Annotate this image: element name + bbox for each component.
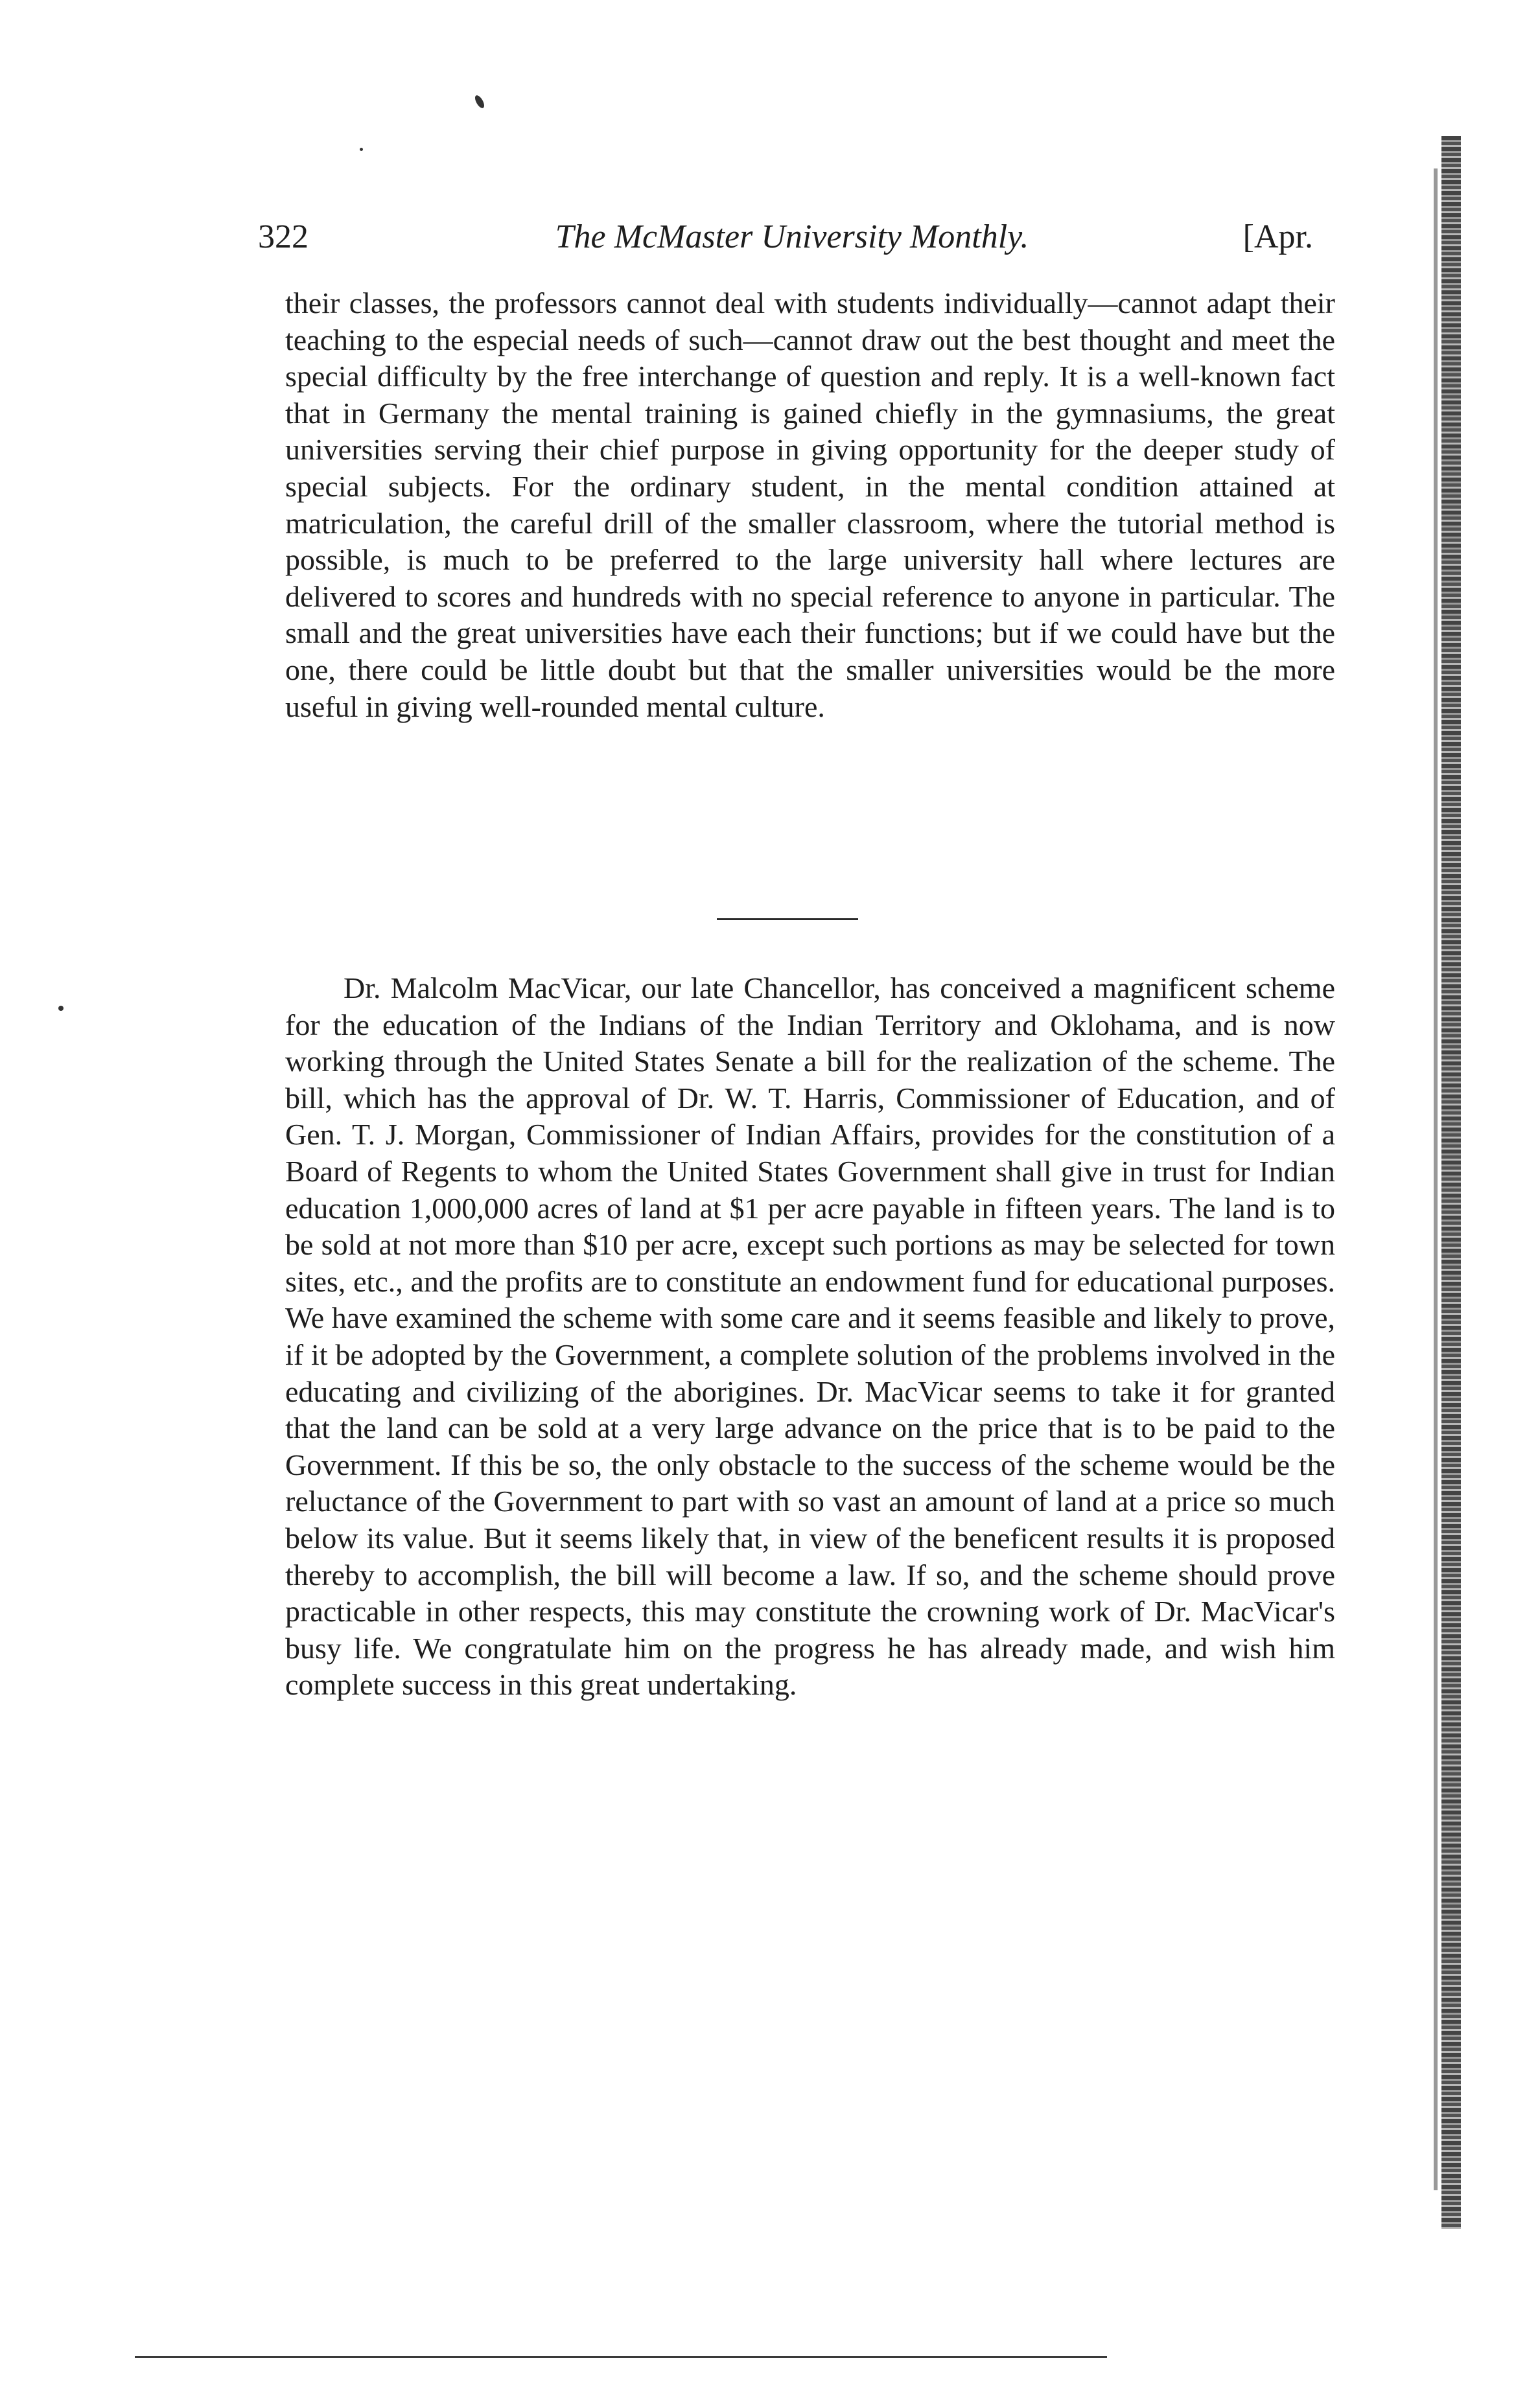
ink-speck [473,94,486,110]
running-header [258,211,1326,263]
page-edge-shadow [1434,168,1438,2190]
page-number: 322 [258,218,309,255]
ink-speck [360,148,363,151]
section-divider [717,918,858,920]
body-paragraph-continued: their classes, the professors cannot deal with students individually—cannot adapt their teaching to the especial needs of such—cannot draw out the best thought and meet the special difficulty by the free interchange of question and reply. It is a well-known fact that in Germany the mental training is gained chiefly in the gymnasiums, the great universities serving their chief purpose in giving opportunity for the deeper study of special subjects. For the ordinary student, in the mental condition attained at matriculation, the careful drill of the smaller classroom, where the tutorial method is possible, is much to be preferred to the large university hall where lectures are delivered to scores and hundreds with no special reference to anyone in particular. The small and the great universities have each their functions; but if we could have but the one, there could be little doubt but that the smaller universities would be the more useful in giving well-rounded mental culture. [285,286,1335,723]
body-paragraph-macvicar: Dr. Malcolm MacVicar, our late Chancellor, has conceived a magnificent scheme for the education of the Indians of the Indian Territory and Oklohama, and is now working through the United States Senate a bill for the realization of the scheme. The bill, which has the approval of Dr. W. T. Harris, Commissioner of Education, and of Gen. T. J. Morgan, Commissioner of Indian Affairs, provides for the constitution of a Board of Regents to whom the United States Government shall give in trust for Indian education 1,000,000 acres of land at $1 per acre payable in fifteen years. The land is to be sold at not more than $10 per acre, except such portions as may be selected for town sites, etc., and the profits are to constitute an endowment fund for educational purposes. We have examined the scheme with some care and it seems feasible and likely to prove, if it be adopted by the Government, a complete solution of the problems involved in the educating and civilizing of the aborigines. Dr. MacVicar seems to take it for granted that the land can be sold at a very large advance on the price that is to be paid to the Government. If this be so, the only obstacle to the success of the scheme would be the reluctance of the Government to part with so vast an amount of land at a price so much below its value. But it seems likely that, in view of the beneficent results it is proposed thereby to accomplish, the bill will become a law. If so, and the scheme should prove practicable in other respects, this may constitute the crowning work of Dr. MacVicar's busy life. We congratulate him on the progress he has already made, and wish him complete success in this great undertaking. [285,971,1335,1702]
binding-edge [1441,136,1461,2229]
issue-month: [Apr. [1242,218,1313,255]
running-title: The McMaster University Monthly. [555,218,1029,255]
footer-rule [135,2356,1107,2358]
ink-speck [58,1006,64,1011]
